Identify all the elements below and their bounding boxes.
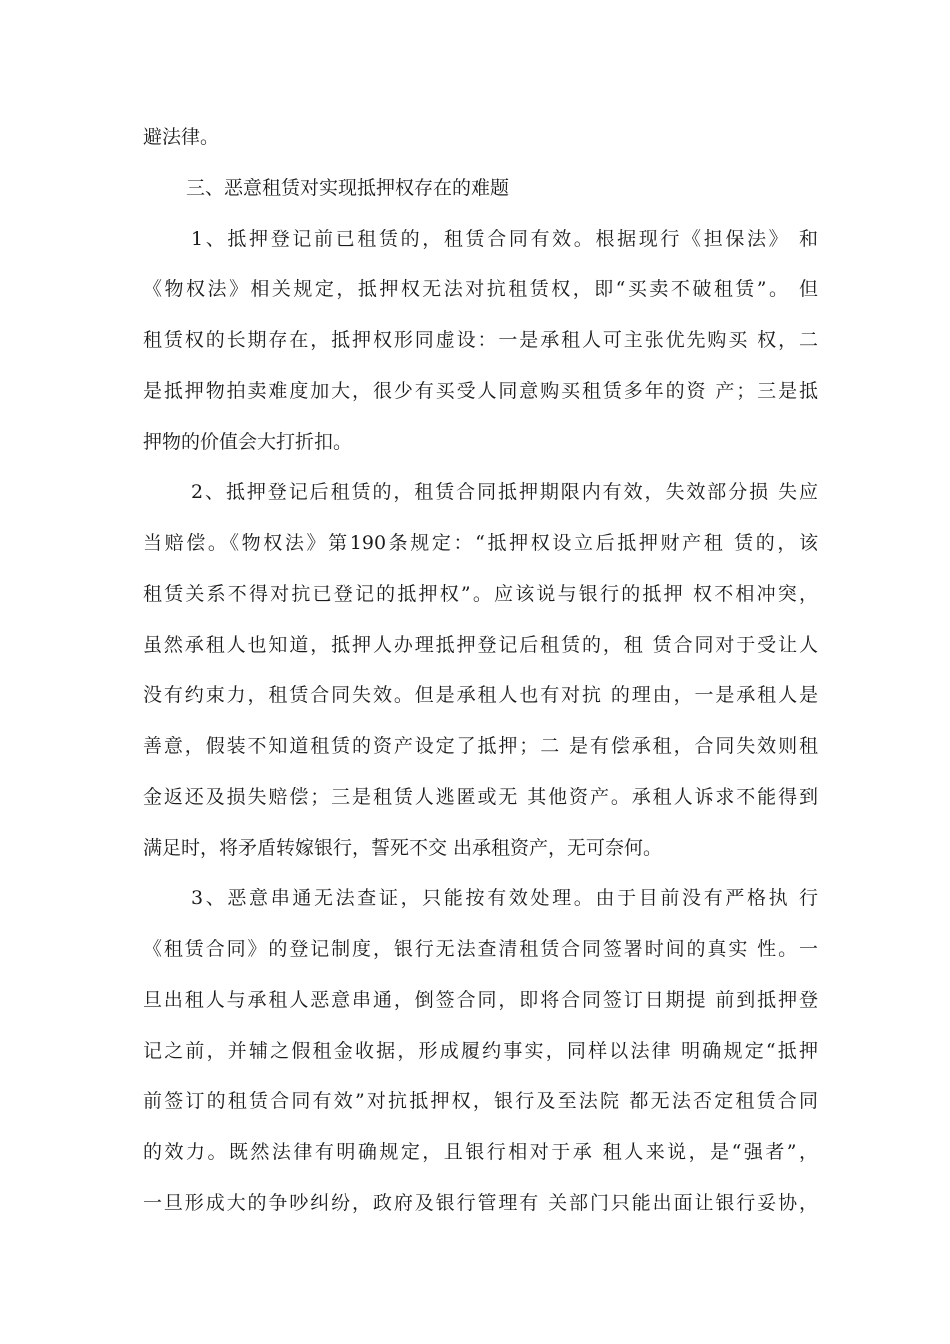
paragraph-line: 金返还及损失赔偿；三是租赁人逃匿或无 其他资产。承租人诉求不能得到 bbox=[143, 785, 818, 808]
paragraph-line: 的效力。既然法律有明确规定，且银行相对于承 租人来说，是“强者”， bbox=[143, 1141, 818, 1163]
paragraph-line: 一旦形成大的争吵纠纷，政府及银行管理有 关部门只能出面让银行妥协， bbox=[143, 1191, 818, 1214]
paragraph-line: 善意，假装不知道租赁的资产设定了抵押；二 是有偿承租，合同失效则租 bbox=[143, 735, 818, 757]
paragraph-line: 前签订的租赁合同有效”对抗抵押权，银行及至法院 都无法否定租赁合同 bbox=[143, 1090, 818, 1113]
paragraph-line: 没有约束力，租赁合同失效。但是承租人也有对抗 的理由，一是承租人是 bbox=[143, 684, 818, 707]
paragraph-line: 《物权法》相关规定，抵押权无法对抗租赁权，即“买卖不破租赁”。 但 bbox=[143, 278, 818, 301]
paragraph-line: 避法律。 bbox=[143, 126, 220, 148]
paragraph-line: 满足时，将矛盾转嫁银行，誓死不交 出承租资产，无可奈何。 bbox=[143, 836, 663, 859]
section-heading: 三、恶意租赁对实现抵押权存在的难题 bbox=[186, 176, 510, 199]
paragraph-line: 《租赁合同》的登记制度，银行无法查清租赁合同签署时间的真实 性。一 bbox=[143, 938, 818, 960]
paragraph-line: 2、抵押登记后租赁的，租赁合同抵押期限内有效，失效部分损 失应 bbox=[191, 481, 818, 504]
paragraph-line: 当赔偿。《物权法》第190条规定：“抵押权设立后抵押财产租 赁的，该 bbox=[143, 532, 818, 554]
paragraph-line: 3、恶意串通无法查证，只能按有效处理。由于目前没有严格执 行 bbox=[191, 887, 818, 910]
paragraph-line: 租赁关系不得对抗已登记的抵押权”。应该说与银行的抵押 权不相冲突， bbox=[143, 582, 818, 605]
paragraph-line: 是抵押物拍卖难度加大，很少有买受人同意购买租赁多年的资 产；三是抵 bbox=[143, 379, 818, 402]
paragraph-line: 记之前，并辅之假租金收据，形成履约事实，同样以法律 明确规定“抵押 bbox=[143, 1039, 818, 1062]
document-body bbox=[143, 112, 818, 1229]
paragraph-line: 押物的价值会大打折扣。 bbox=[143, 430, 353, 453]
paragraph-line: 租赁权的长期存在，抵押权形同虚设：一是承租人可主张优先购买 权，二 bbox=[143, 329, 818, 351]
paragraph-line: 虽然承租人也知道，抵押人办理抵押登记后租赁的，租 赁合同对于受让人 bbox=[143, 633, 818, 656]
paragraph-line: 旦出租人与承租人恶意串通，倒签合同，即将合同签订日期提 前到抵押登 bbox=[143, 988, 818, 1011]
paragraph-line: 1、抵押登记前已租赁的，租赁合同有效。根据现行《担保法》 和 bbox=[191, 227, 818, 250]
